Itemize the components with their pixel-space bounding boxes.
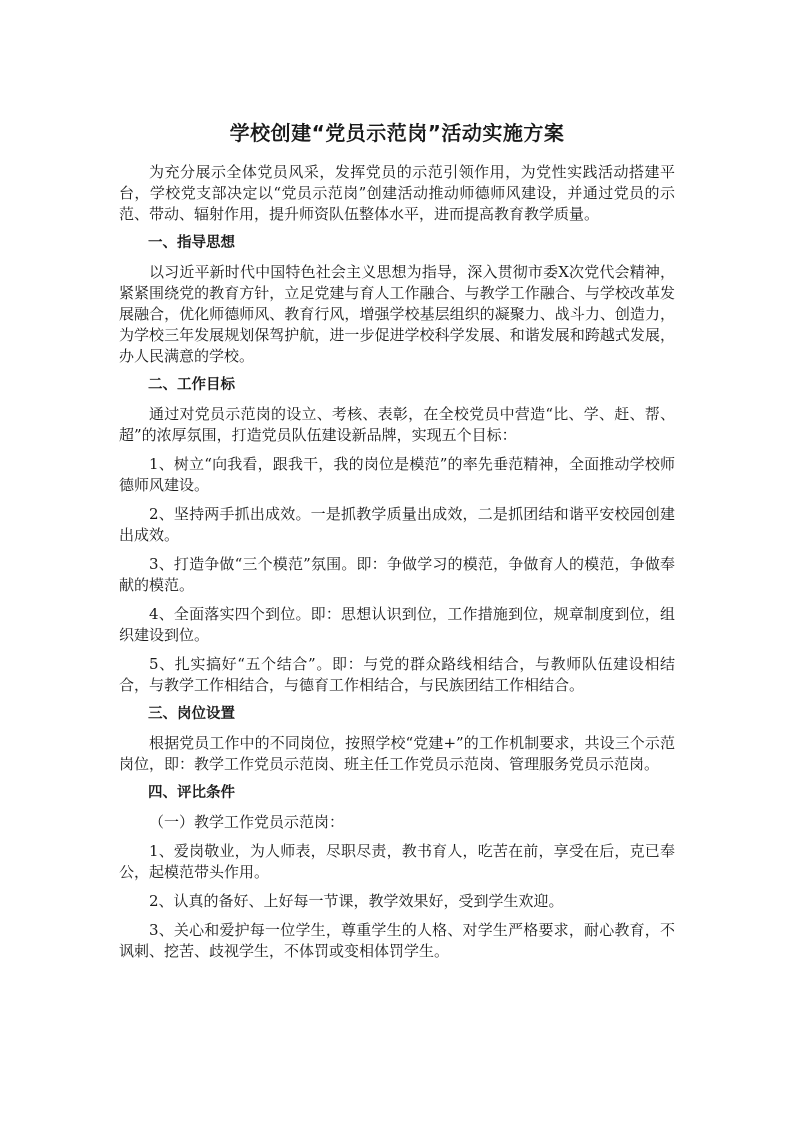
goal-item: 1、树立“向我看，跟我干，我的岗位是模范”的率先垂范精神，全面推动学校师德师风建设。 xyxy=(119,455,675,494)
document-page xyxy=(119,118,675,970)
goal-item: 3、打造争做“三个模范”氛围。即：争做学习的模范，争做育人的模范，争做奉献的模范。 xyxy=(119,555,675,594)
intro-paragraph: 为充分展示全体党员风采，发挥党员的示范引领作用，为党性实践活动搭建平台，学校党支部决定以“党员示范岗”创建活动推动师德师风建设，并通过党员的示范、带动、辐射作用，提升师资队伍整体水平，进而提高教育教学质量。 xyxy=(119,163,675,223)
criteria-item: 3、关心和爱护每一位学生，尊重学生的人格、对学生严格要求，耐心教育，不讽刺、挖苦、歧视学生，不体罚或变相体罚学生。 xyxy=(119,921,675,960)
criteria-subheading: （一）教学工作党员示范岗： xyxy=(149,813,345,831)
goals-paragraph: 通过对党员示范岗的设立、考核、表彰，在全校党员中营造“比、学、赶、帮、超”的浓厚氛围，打造党员队伍建设新品牌，实现五个目标： xyxy=(119,405,675,444)
section-heading-criteria: 四、评比条件 xyxy=(148,785,235,801)
section-heading-posts: 三、岗位设置 xyxy=(148,706,235,722)
criteria-item: 2、认真的备好、上好每一节课，教学效果好，受到学生欢迎。 xyxy=(149,892,564,910)
section-heading-guide: 一、指导思想 xyxy=(148,235,235,251)
section-heading-goals: 二、工作目标 xyxy=(148,377,235,393)
document-title: 学校创建“党员示范岗”活动实施方案 xyxy=(229,121,565,145)
posts-paragraph: 根据党员工作中的不同岗位，按照学校“党建+”的工作机制要求，共设三个示范岗位，即：教学工作党员示范岗、班主任工作党员示范岗、管理服务党员示范岗。 xyxy=(119,734,675,773)
criteria-item: 1、爱岗敬业，为人师表，尽职尽责，教书育人，吃苦在前，享受在后，克已奉公，起模范带头作用。 xyxy=(119,842,675,881)
goal-item: 5、扎实搞好“五个结合”。即：与党的群众路线相结合，与教师队伍建设相结合，与教学工作相结合，与德育工作相结合，与民族团结工作相结合。 xyxy=(119,655,675,694)
guide-paragraph: 以习近平新时代中国特色社会主义思想为指导，深入贯彻市委Ⅹ次党代会精神，紧紧围绕党的教育方针，立足党建与育人工作融合、与教学工作融合、与学校改革发展融合，优化师德师风、教育行风，增强学校基层组织的凝聚力、战斗力、创造力，为学校三年发展规划保驾护航，进一步促进学校科学发展、和谐发展和跨越式发展，办人民满意的学校。 xyxy=(119,263,675,365)
goal-item: 2、坚持两手抓出成效。一是抓教学质量出成效，二是抓团结和谐平安校园创建出成效。 xyxy=(119,505,675,544)
goal-item: 4、全面落实四个到位。即：思想认识到位，工作措施到位，规章制度到位，组织建设到位。 xyxy=(119,605,675,644)
